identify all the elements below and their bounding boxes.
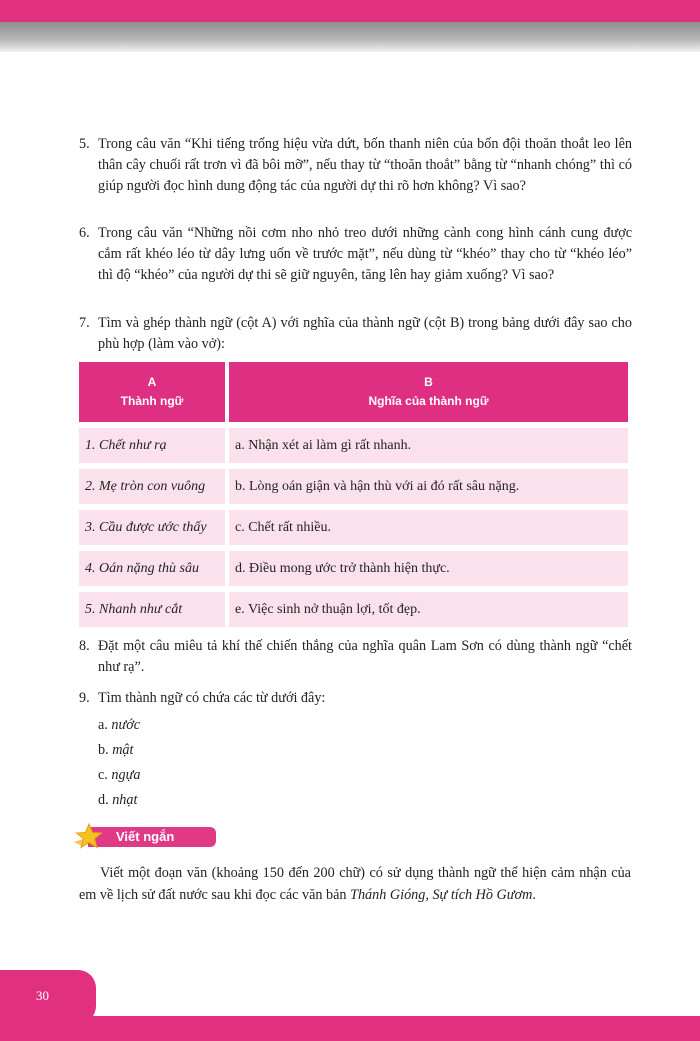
idiom-cell: 4. Oán nặng thù sâu: [79, 548, 227, 589]
list-word: nước: [111, 717, 141, 733]
column-b-title: Nghĩa của thành ngữ: [368, 394, 489, 408]
list-letter: c.: [98, 767, 108, 783]
star-icon: [72, 822, 106, 852]
list-item: [98, 790, 137, 810]
question-text: Đặt một câu miêu tả khí thế chiến thắng của nghĩa quân Lam Sơn có dùng thành ngữ “chết như rạ”.: [98, 638, 632, 675]
list-word: nhạt: [112, 792, 138, 808]
question-text: Tìm và ghép thành ngữ (cột A) với nghĩa của thành ngữ (cột B) trong bảng dưới đây sao cho phù hợp (làm vào vở):: [98, 315, 632, 352]
list-word: mật: [112, 742, 134, 758]
question-5: [79, 134, 632, 197]
table-row: [79, 425, 628, 466]
list-letter: d.: [98, 792, 109, 808]
question-number: 9.: [79, 690, 90, 706]
question-number: 7.: [79, 315, 90, 331]
idiom-cell: 2. Mẹ tròn con vuông: [79, 466, 227, 507]
question-text: Tìm thành ngữ có chứa các từ dưới đây:: [98, 690, 326, 706]
idiom-matching-table: [79, 362, 628, 627]
table-row: [79, 466, 628, 507]
list-item: [98, 765, 140, 785]
column-a-header: [79, 362, 227, 425]
idiom-cell: 5. Nhanh như cắt: [79, 589, 227, 627]
meaning-cell: a. Nhận xét ai làm gì rất nhanh.: [227, 425, 628, 466]
table-header-row: [79, 362, 628, 425]
column-a-letter: A: [147, 375, 157, 389]
list-letter: a.: [98, 717, 108, 733]
question-number: 6.: [79, 225, 90, 241]
question-9: [79, 688, 632, 709]
idiom-cell: 3. Cầu được ước thấy: [79, 507, 227, 548]
table-row: [79, 589, 628, 627]
question-6: [79, 223, 632, 286]
writing-text-part2: .: [532, 887, 536, 903]
question-7: [79, 313, 632, 355]
meaning-cell: b. Lòng oán giận và hận thù với ai đó rất sâu nặng.: [227, 466, 628, 507]
table-row: [79, 507, 628, 548]
meaning-cell: d. Điều mong ước trở thành hiện thực.: [227, 548, 628, 589]
table-row: [79, 548, 628, 589]
writing-task-paragraph: [79, 862, 631, 906]
meaning-cell: c. Chết rất nhiều.: [227, 507, 628, 548]
idiom-cell: 1. Chết như rạ: [79, 425, 227, 466]
list-item: [98, 740, 133, 760]
list-word: ngựa: [111, 767, 141, 783]
question-text: Trong câu văn “Khi tiếng trống hiệu vừa dứt, bốn thanh niên của bốn đội thoăn thoắt leo lên thân cây chuối rất trơn vì đã bôi mỡ”, nếu thay từ “thoăn thoắt” bằng từ “nhanh chóng” thì có giúp người đọc hình dung động tác của người dự thi rõ hơn không? Vì sao?: [98, 136, 632, 194]
list-letter: b.: [98, 742, 109, 758]
section-badge-label: Viết ngắn: [116, 829, 175, 844]
writing-text-part1: Viết một đoạn văn (khoảng 150 đến 200 chữ) có sử dụng thành ngữ thể hiện cảm nhận của em về lịch sử đất nước sau khi đọc các văn bản: [79, 865, 631, 903]
column-a-title: Thành ngữ: [120, 394, 184, 408]
question-number: 8.: [79, 638, 90, 654]
column-b-letter: B: [424, 375, 433, 389]
list-item: [98, 715, 140, 735]
question-text: Trong câu văn “Những nồi cơm nho nhỏ treo dưới những cành cong hình cánh cung được cắm rất khéo léo từ dây lưng uốn về trước mặt”, nếu dùng từ “khéo” thay cho từ “khéo léo” thì độ “khéo” của người dự thi sẽ giữ nguyên, tăng lên hay giảm xuống? Vì sao?: [98, 225, 632, 283]
meaning-cell: e. Việc sinh nở thuận lợi, tốt đẹp.: [227, 589, 628, 627]
writing-text-titles: Thánh Gióng, Sự tích Hồ Gươm: [350, 887, 533, 903]
column-b-header: [227, 362, 628, 425]
question-number: 5.: [79, 136, 90, 152]
page-number: 30: [36, 988, 49, 1003]
question-8: [79, 636, 632, 678]
bottom-accent-bar: [0, 1016, 700, 1041]
